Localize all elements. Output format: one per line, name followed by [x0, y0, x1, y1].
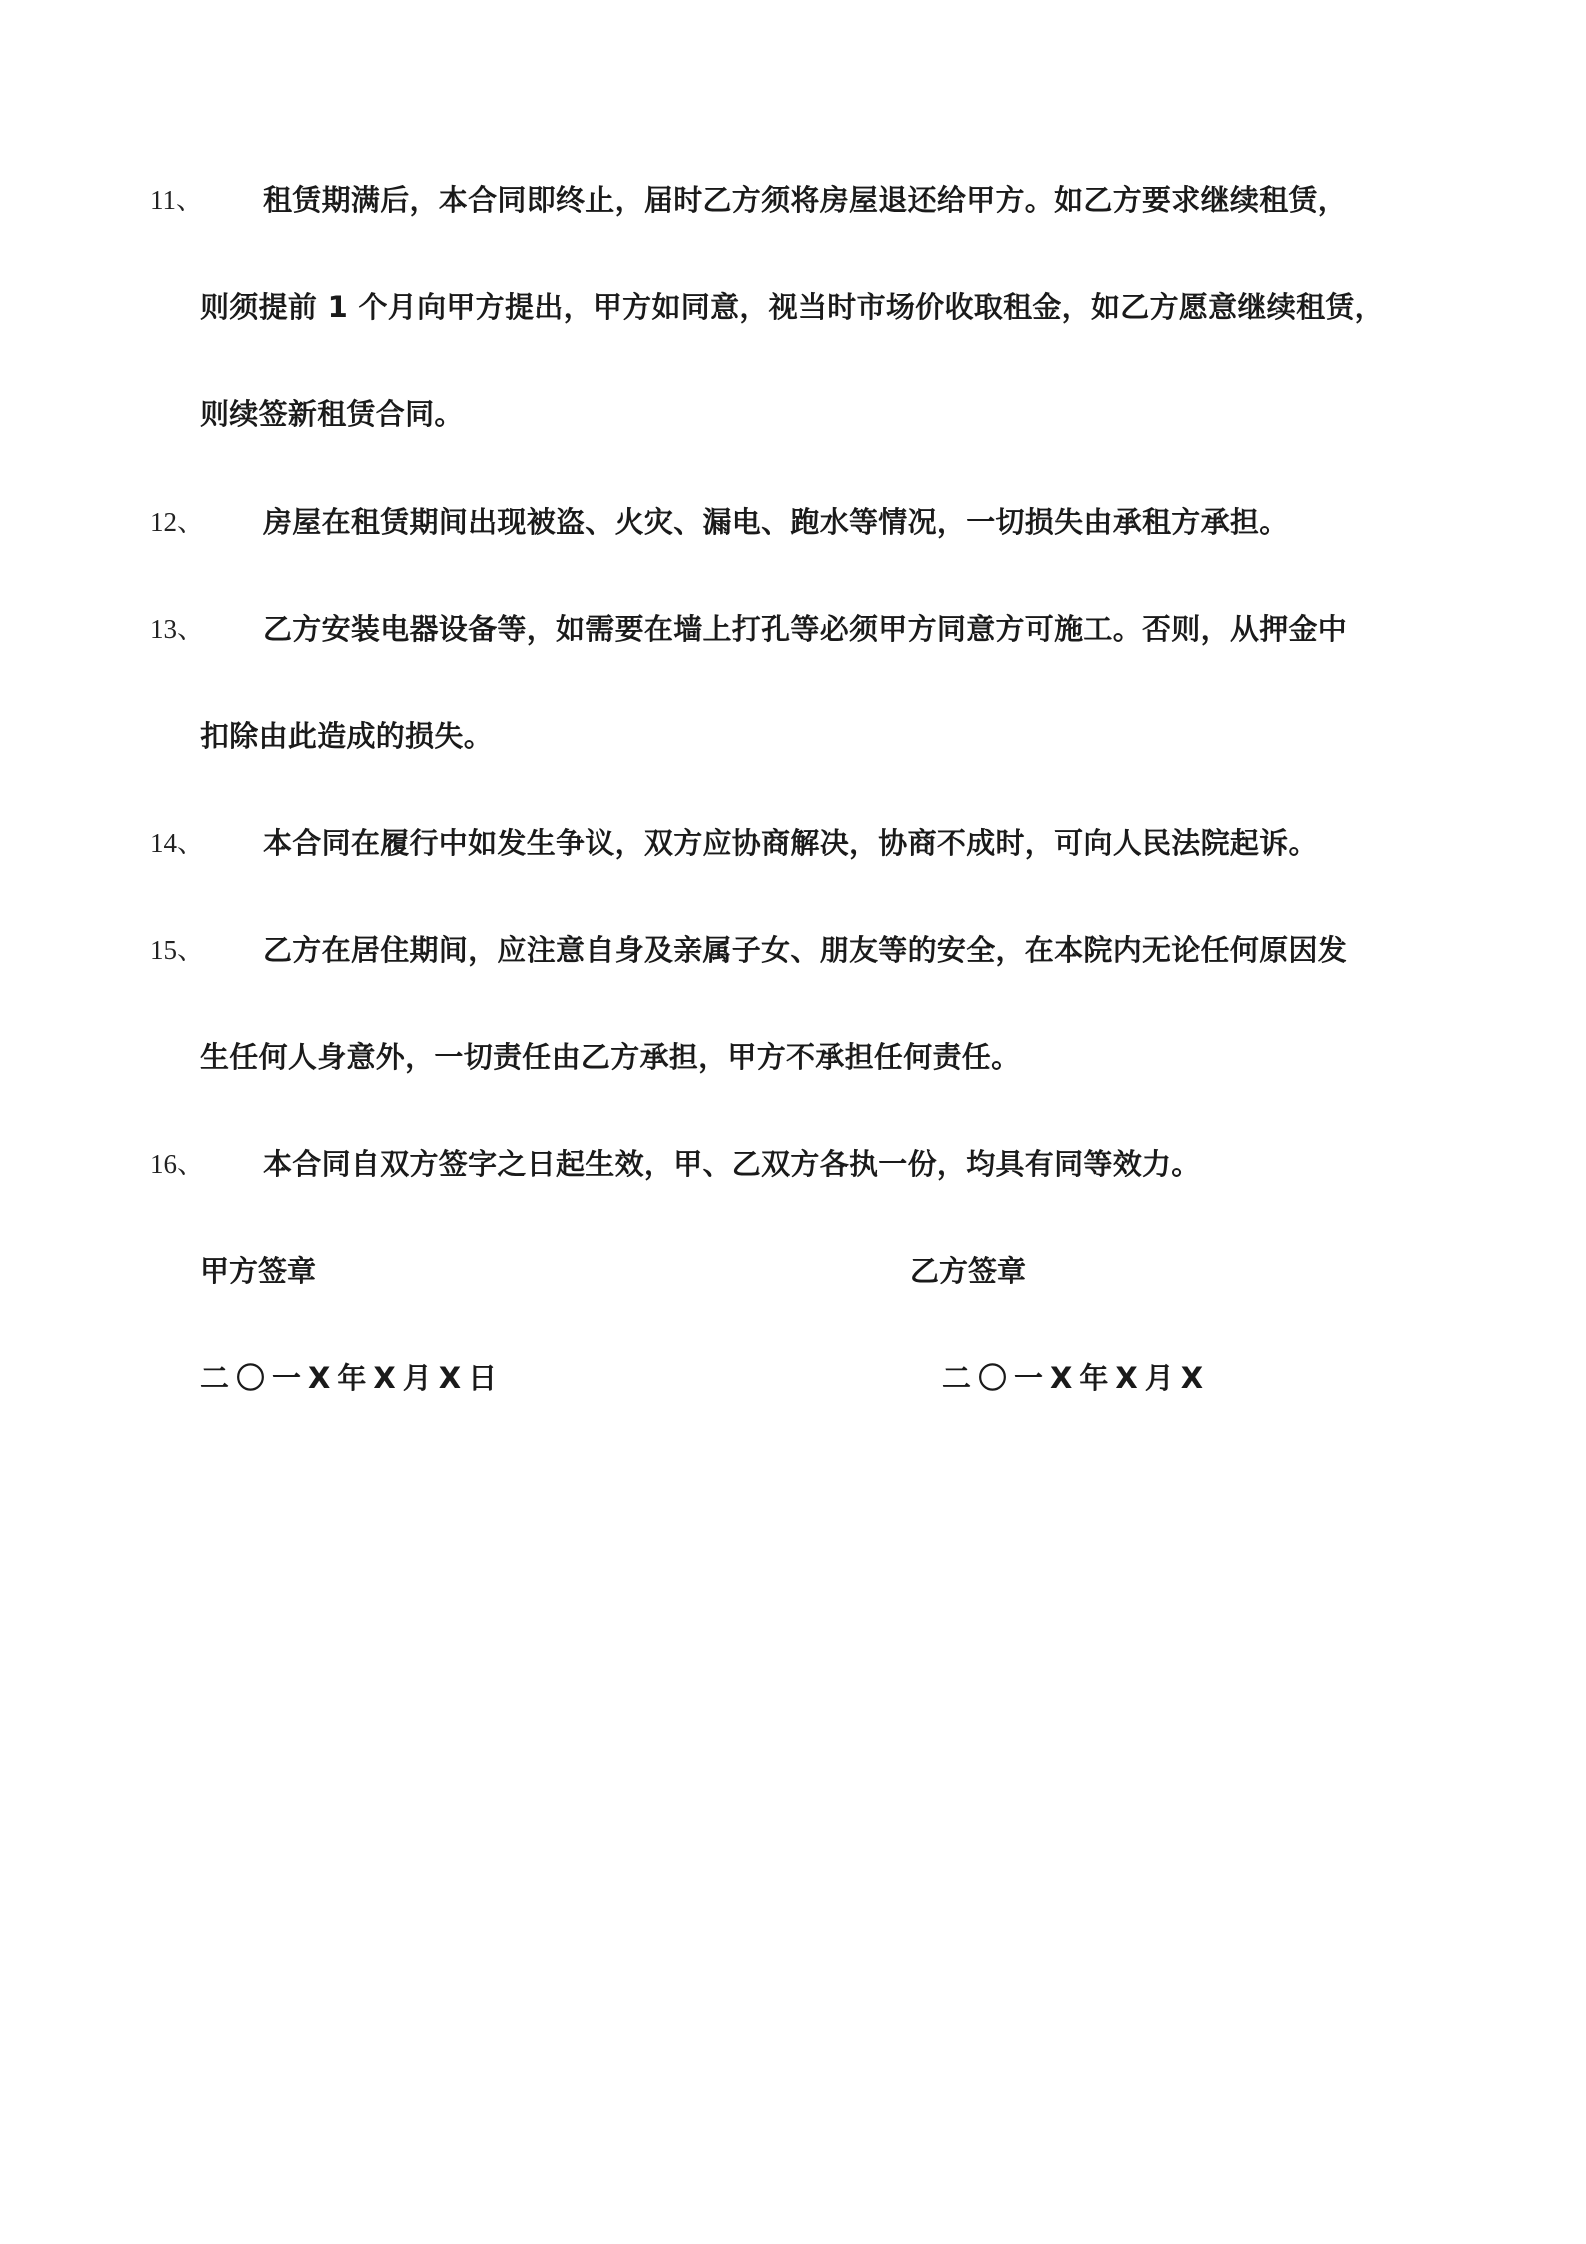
- clause-number: 13、: [150, 614, 204, 644]
- clause-text-line: 租赁期满后，本合同即终止，届时乙方须将房屋退还给甲方。如乙方要求继续租赁，: [263, 183, 1348, 217]
- clause-text-line: 生任何人身意外，一切责任由乙方承担，甲方不承担任何责任。: [200, 1040, 1021, 1074]
- clause-text-line: 房屋在租赁期间出现被盗、火灾、漏电、跑水等情况，一切损失由承租方承担。: [263, 505, 1289, 539]
- clause-number: 14、: [150, 828, 204, 858]
- clause-text-line: 扣除由此造成的损失。: [200, 719, 494, 753]
- clause-text-line: 乙方安装电器设备等，如需要在墙上打孔等必须甲方同意方可施工。否则，从押金中: [263, 612, 1348, 646]
- clause-number: 12、: [150, 507, 204, 537]
- clause-text-line: 乙方在居住期间，应注意自身及亲属子女、朋友等的安全，在本院内无论任何原因发: [263, 933, 1348, 967]
- party-a-signature-label: 甲方签章: [200, 1254, 317, 1288]
- clause-text-line: 本合同在履行中如发生争议，双方应协商解决，协商不成时，可向人民法院起诉。: [263, 826, 1318, 860]
- party-b-date: 二〇一X年X月X: [942, 1361, 1211, 1395]
- clause-text-line: 本合同自双方签字之日起生效，甲、乙双方各执一份，均具有同等效力。: [263, 1147, 1201, 1181]
- clause-number: 11、: [150, 185, 203, 215]
- clause-text-line: 则须提前 1 个月向甲方提出，甲方如同意，视当时市场价收取租金，如乙方愿意继续租赁，: [200, 290, 1384, 324]
- clause-number: 15、: [150, 935, 204, 965]
- party-b-signature-label: 乙方签章: [910, 1254, 1027, 1288]
- clause-text-line: 则续签新租赁合同。: [200, 397, 464, 431]
- clause-number: 16、: [150, 1149, 204, 1179]
- party-a-date: 二〇一X年X月X日: [200, 1361, 505, 1395]
